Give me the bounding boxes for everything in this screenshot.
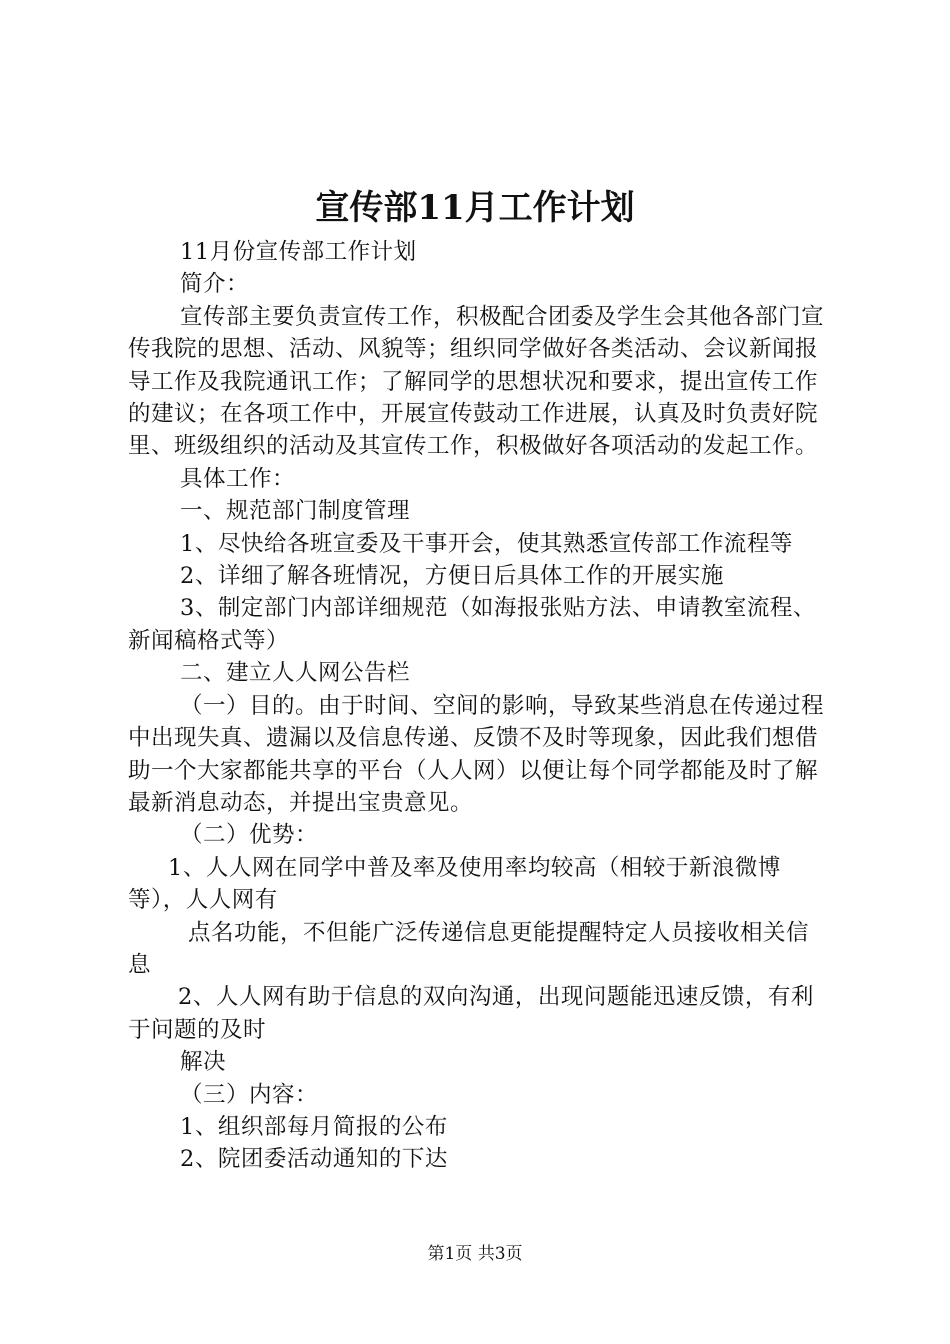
section-heading-tasks: 具体工作： (180, 465, 296, 492)
list-item: 2、详细了解各班情况，方便日后具体工作的开展实施 (180, 563, 724, 590)
list-item-continuation: 点名功能，不但能广泛传递信息更能提醒特定人员接收相关信息 (128, 919, 810, 978)
heading-part-one: 一、规范部门制度管理 (180, 498, 411, 525)
document-title: 宣传部11月工作计划 (315, 188, 635, 228)
document-body (128, 236, 830, 1176)
list-item: 1、组织部每月简报的公布 (180, 1113, 448, 1140)
purpose-paragraph: （一）目的。由于时间、空间的影响，导致某些消息在传递过程中出现失真、遗漏以及信息传递、反馈不及时等现象，因此我们想借助一个大家都能共享的平台（人人网）以便让每个同学都能及时了解最新消息动态，并提出宝贵意见。 (128, 692, 825, 816)
list-item: 3、制定部门内部详细规范（如海报张贴方法、申请教室流程、新闻稿格式等） (128, 595, 816, 654)
list-item: 2、人人网有助于信息的双向沟通，出现问题能迅速反馈，有利于问题的及时 (128, 984, 814, 1043)
section-heading-intro: 简介： (180, 271, 250, 298)
intro-paragraph: 宣传部主要负责宣传工作，积极配合团委及学生会其他各部门宣传我院的思想、活动、风貌等；组织同学做好各类活动、会议新闻报导工作及我院通讯工作；了解同学的思想状况和要求，提出宣传工作的建议；在各项工作中，开展宣传鼓动工作进展，认真及时负责好院里、班级组织的活动及其宣传工作，积极做好各项活动的发起工作。 (128, 303, 825, 460)
list-item: 2、院团委活动通知的下达 (180, 1146, 448, 1173)
list-item: 1、尽快给各班宣委及干事开会，使其熟悉宣传部工作流程等 (180, 530, 793, 557)
list-item-continuation: 解决 (180, 1049, 227, 1076)
subheading-content: （三）内容： (180, 1081, 319, 1108)
list-item: 1、人人网在同学中普及率及使用率均较高（相较于新浪微博等），人人网有 (128, 854, 781, 914)
heading-part-two: 二、建立人人网公告栏 (180, 660, 411, 687)
subheading-advantages: （二）优势： (180, 822, 319, 849)
subtitle-line: 11月份宣传部工作计划 (180, 239, 417, 265)
page-footer: 第1页 共3页 (427, 1244, 523, 1264)
